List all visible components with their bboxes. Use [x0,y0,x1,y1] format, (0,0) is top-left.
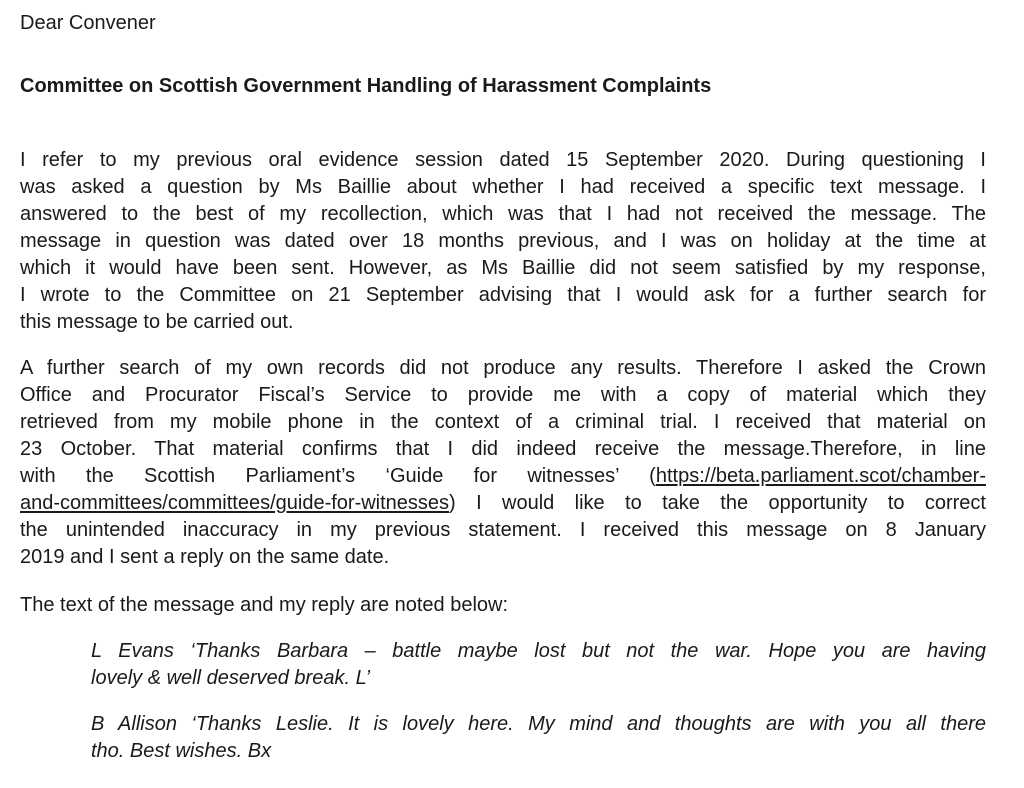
paragraph-2-line [20,463,986,489]
salutation: Dear Convener [20,12,156,34]
paragraph-1-line: I refer to my previous oral evidence session dated 15 September 2020. During questioning I [20,149,986,171]
paragraph-1-line: which it would have been sent. However, as Ms Baillie did not seem satisfied by my response, [20,257,986,279]
paragraph-2-line [20,490,986,516]
paragraph-2-line: the unintended inaccuracy in my previous statement. I received this message on 8 January [20,519,986,541]
guide-for-witnesses-link-continued[interactable]: and-committees/committees/guide-for-witnesses [20,492,450,514]
paragraph-3: The text of the message and my reply are noted below: [20,594,509,616]
paragraph-1-line: was asked a question by Ms Baillie about whether I had received a specific text message. I [20,176,986,198]
link-line-suffix: ) I would like to take the opportunity to correct [449,492,986,514]
paragraph-2-line: retrieved from my mobile phone in the context of a criminal trial. I received that material on [20,411,986,433]
letter-subject: Committee on Scottish Government Handling of Harassment Complaints [20,75,712,97]
paragraph-2-line: 23 October. That material confirms that I did indeed receive the message.Therefore, in line [20,438,986,460]
link-line-prefix: with the Scottish Parliament’s ‘Guide for witnesses’ ( [20,465,656,487]
quote-line: L Evans ‘Thanks Barbara – battle maybe lost but not the war. Hope you are having [91,640,986,662]
paragraph-1-line: this message to be carried out. [20,311,294,333]
paragraph-2-line: A further search of my own records did not produce any results. Therefore I asked the Crown [20,357,986,379]
quote-line: B Allison ‘Thanks Leslie. It is lovely here. My mind and thoughts are with you all there [91,713,986,735]
paragraph-2-line: 2019 and I sent a reply on the same date. [20,546,390,568]
guide-for-witnesses-link[interactable]: https://beta.parliament.scot/chamber- [655,465,986,487]
paragraph-1-line: I wrote to the Committee on 21 September advising that I would ask for a further search for [20,284,986,306]
quote-line: tho. Best wishes. Bx [91,740,272,762]
paragraph-1-line: answered to the best of my recollection, which was that I had not received the message. The [20,203,986,225]
paragraph-2-line: Office and Procurator Fiscal’s Service to provide me with a copy of material which they [20,384,986,406]
quote-line: lovely & well deserved break. L’ [91,667,371,689]
paragraph-1-line: message in question was dated over 18 months previous, and I was on holiday at the time at [20,230,986,252]
